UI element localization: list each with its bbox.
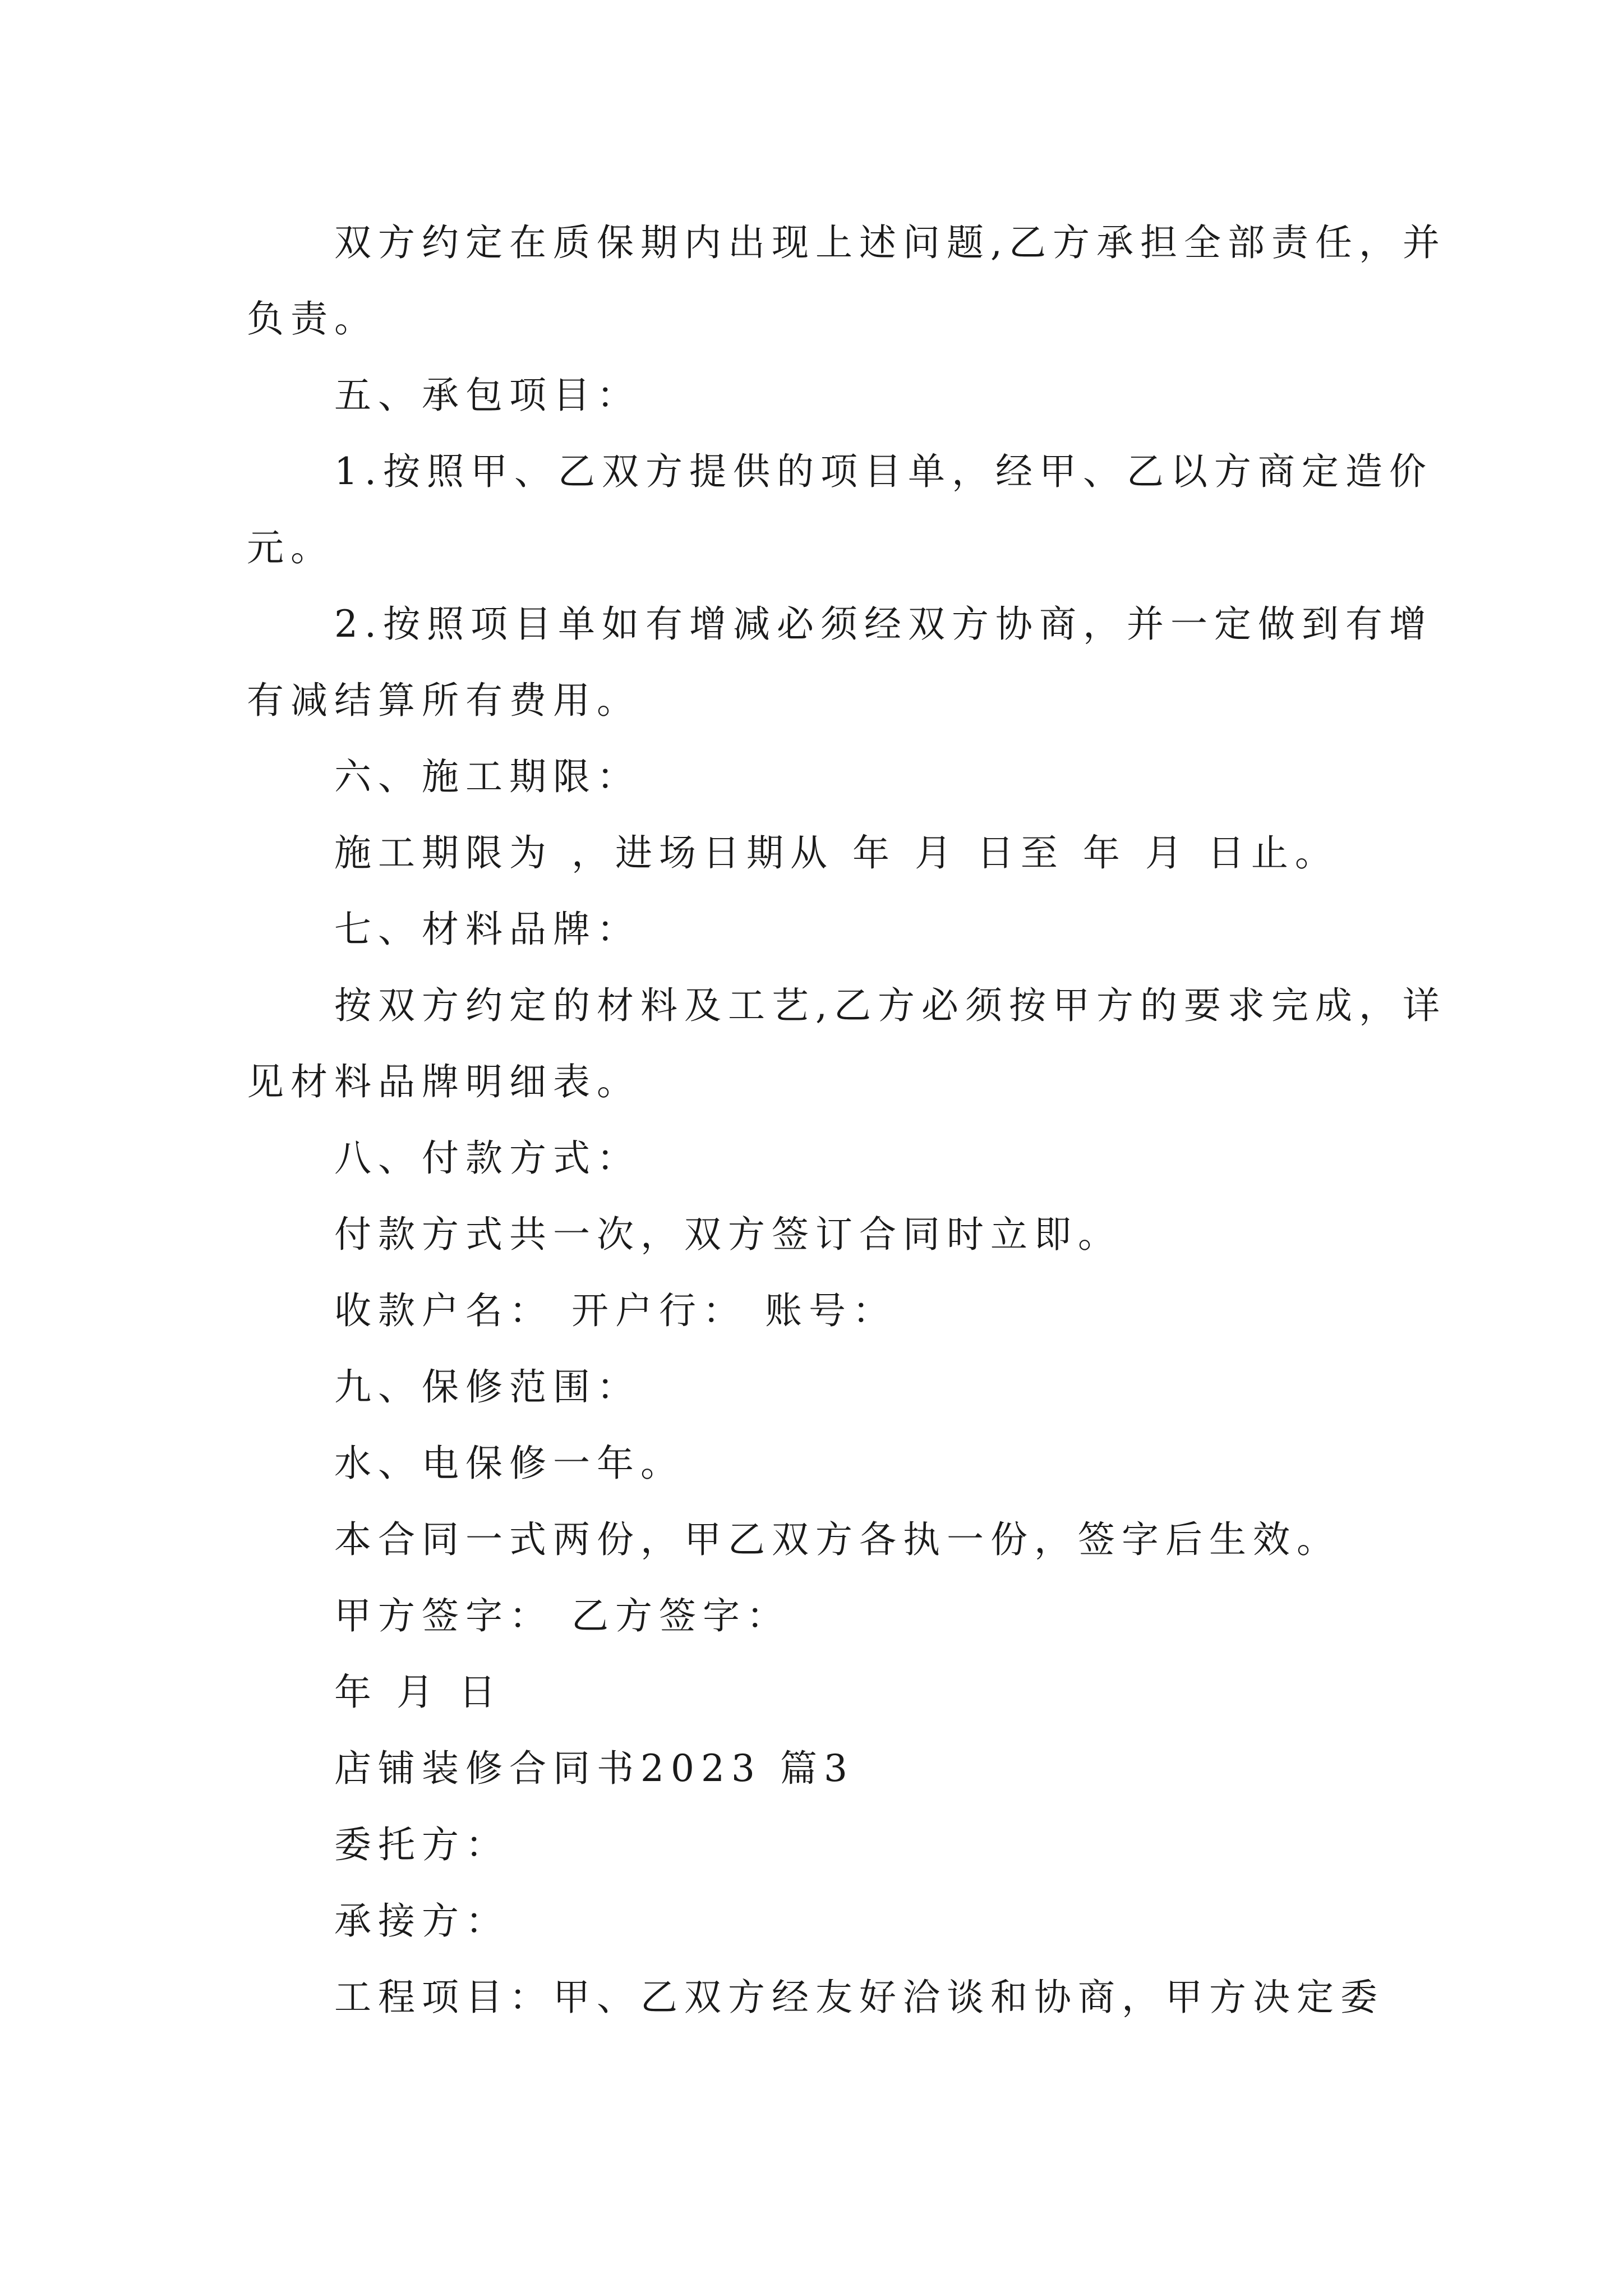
heading-section-6: 六、施工期限： bbox=[334, 755, 640, 798]
paragraph-payment-method: 付款方式共一次，双方签订合同时立即。 bbox=[334, 1213, 1122, 1256]
paragraph-date: 年 月 日 bbox=[334, 1671, 502, 1714]
heading-section-8: 八、付款方式： bbox=[334, 1137, 640, 1180]
paragraph-materials: 按双方约定的材料及工艺,乙方必须按甲方的要求完成，详见材料品牌明细表。 bbox=[247, 984, 1446, 1103]
paragraph-project: 工程项目：甲、乙双方经友好洽谈和协商，甲方决定委 bbox=[334, 1976, 1384, 2019]
document-body bbox=[247, 205, 1451, 2036]
paragraph-signatures: 甲方签字： 乙方签字： bbox=[334, 1594, 790, 1637]
paragraph-client: 委托方： bbox=[334, 1823, 509, 1866]
paragraph-warranty-scope: 水、电保修一年。 bbox=[334, 1442, 684, 1485]
heading-section-7: 七、材料品牌： bbox=[334, 908, 640, 951]
heading-section-5: 五、承包项目： bbox=[334, 374, 640, 417]
paragraph-construction-period: 施工期限为 ，进场日期从 年 月 日至 年 月 日止。 bbox=[334, 831, 1339, 875]
heading-contract-title: 店铺装修合同书2023 篇3 bbox=[334, 1747, 854, 1790]
paragraph-item-2: 2.按照项目单如有增减必须经双方协商，并一定做到有增有减结算所有费用。 bbox=[247, 602, 1433, 722]
heading-section-9: 九、保修范围： bbox=[334, 1365, 640, 1409]
paragraph-copies: 本合同一式两份，甲乙双方各执一份，签字后生效。 bbox=[334, 1518, 1340, 1561]
paragraph-warranty-responsibility: 双方约定在质保期内出现上述问题,乙方承担全部责任，并负责。 bbox=[247, 221, 1446, 341]
paragraph-contractor: 承接方： bbox=[334, 1899, 509, 1943]
paragraph-item-1: 1.按照甲、乙双方提供的项目单，经甲、乙以方商定造价 元。 bbox=[247, 450, 1451, 569]
paragraph-bank-account: 收款户名： 开户行： 账号： bbox=[334, 1289, 896, 1332]
